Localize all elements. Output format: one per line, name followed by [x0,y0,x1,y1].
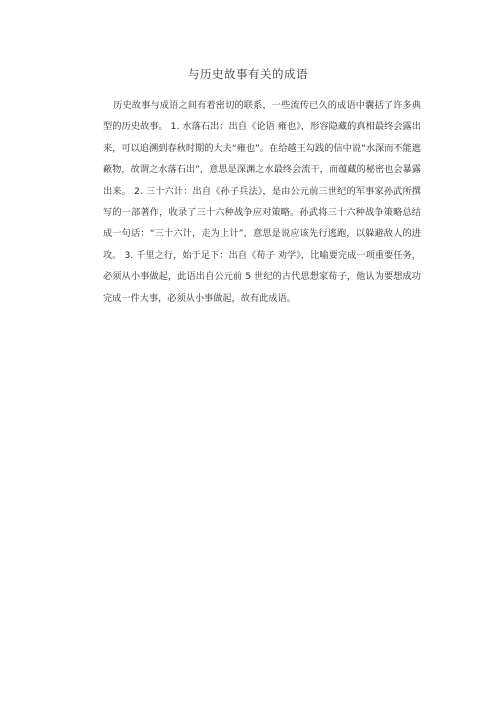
document-title: 与历史故事有关的成语 [188,67,308,81]
document-body-paragraph: 历史故事与成语之间有着密切的联系，一些流传已久的成语中囊括了许多典型的历史故事。 1. 水落石出：出自《论语 雍也》，形容隐藏的真相最终会露出来，可以追溯到春秋时期的大夫“雍也”。在给越王勾践的信中说“水深而不能遮蔽物，故谓之水落石出”，意思是深渊之水最终会流干，而蕴藏的秘密也会暴露出来。 2. 三十六计：出自《孙子兵法》，是由公元前三世纪的军事家孙武所撰写的一部著作，收录了三十六种战争应对策略。孙武将三十六种战争策略总结成一句话：“三十六计，走为上计”，意思是说应该先行逃跑，以躲避敌人的进攻。 3. 千里之行，始于足下：出自《荀子 劝学》，比喻要完成一项重要任务，必须从小事做起，此语出自公元前 5 世纪的古代思想家荀子，他认为要想成功完成一件大事，必须从小事做起，故有此成语。 [103,100,421,304]
